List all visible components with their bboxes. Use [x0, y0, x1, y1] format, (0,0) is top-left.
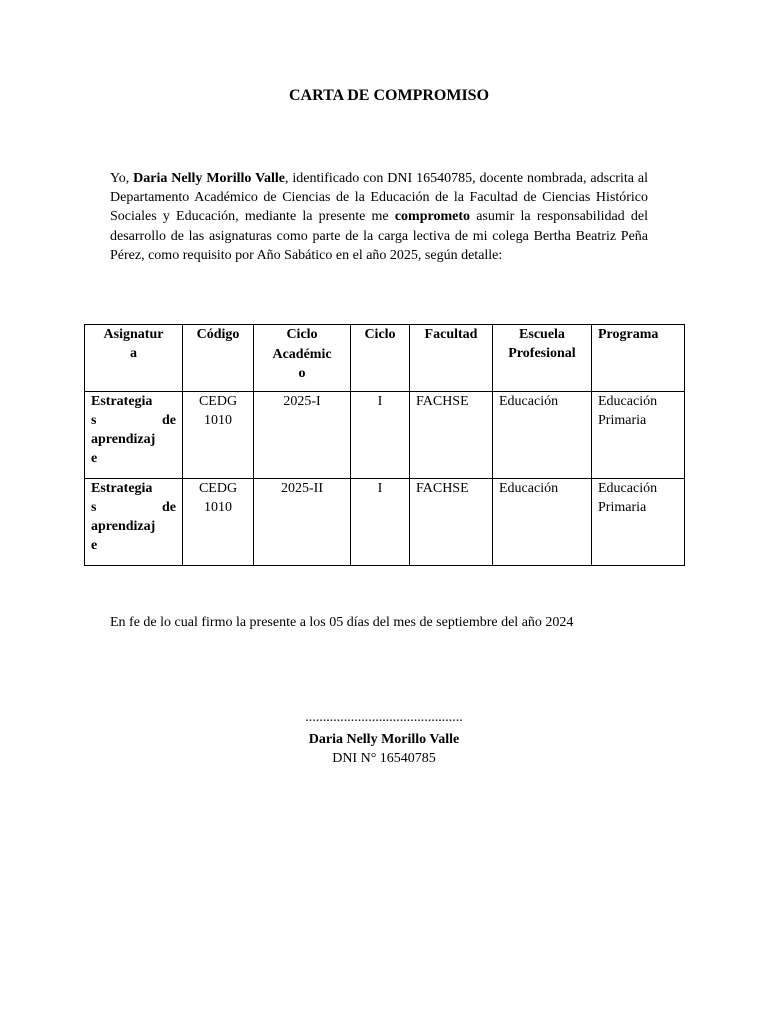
- cell-asignatura-line3: aprendizaj: [91, 432, 156, 447]
- header-asignatura: [85, 325, 183, 392]
- intro-lead: Yo,: [110, 171, 134, 186]
- subjects-table: [84, 324, 685, 566]
- cell-facultad: FACHSE: [410, 392, 493, 479]
- cell-codigo-line2: 1010: [204, 500, 232, 515]
- document-title: CARTA DE COMPROMISO: [288, 87, 490, 104]
- cell-codigo-line2: 1010: [204, 413, 232, 428]
- header-ciclo-academico: [254, 325, 351, 392]
- cell-asignatura-line3: aprendizaj: [91, 519, 156, 534]
- header-asignatura-line2: a: [130, 346, 137, 361]
- cell-asignatura: [85, 392, 183, 479]
- signatory-dni: DNI N° 16540785: [332, 751, 436, 766]
- cell-escuela: Educación: [493, 479, 592, 566]
- header-asignatura-line1: Asignatur: [103, 327, 164, 342]
- cell-codigo: [183, 479, 254, 566]
- cell-programa-line2: Primaria: [598, 413, 647, 428]
- intro-part3: asumir la responsabilidad del desarrollo de las asignaturas como parte de la carga lectiva de mi colega Bertha Beatriz Peña Pérez, como requisito por Año Sabático en el año 2025, según detalle:: [110, 209, 648, 263]
- header-facultad: Facultad: [410, 325, 493, 392]
- intro-commit-word: comprometo: [394, 209, 470, 225]
- header-codigo: Código: [183, 325, 254, 392]
- intro-paragraph: [110, 169, 648, 265]
- cell-asignatura-line2: [91, 411, 176, 430]
- cell-codigo-line1: CEDG: [198, 481, 238, 496]
- header-ciclo: Ciclo: [351, 325, 410, 392]
- cell-asignatura-line1: Estrategia: [91, 394, 153, 409]
- cell-programa-line2: Primaria: [598, 500, 647, 515]
- header-programa: Programa: [592, 325, 685, 392]
- header-escuela-line2: Profesional: [508, 346, 576, 361]
- header-ciclo-academico-line3: o: [298, 366, 306, 381]
- cell-ciclo: I: [351, 479, 410, 566]
- header-ciclo-academico-line1: Ciclo: [286, 327, 318, 342]
- signatory-name: Daria Nelly Morillo Valle: [308, 732, 460, 747]
- table-header-row: [85, 325, 685, 392]
- cell-asignatura-line2b: de: [162, 500, 176, 515]
- table-row: [85, 479, 685, 566]
- cell-facultad: FACHSE: [410, 479, 493, 566]
- cell-asignatura-line4: e: [91, 538, 98, 553]
- cell-asignatura-line2a: s: [91, 413, 97, 428]
- cell-codigo-line1: CEDG: [198, 394, 238, 409]
- cell-asignatura-line1: Estrategia: [91, 481, 153, 496]
- cell-programa: [592, 392, 685, 479]
- cell-programa-line1: Educación: [598, 394, 658, 409]
- closing-statement: En fe de lo cual firmo la presente a los 05 días del mes de septiembre del año 2024: [110, 615, 574, 630]
- intro-part2: , identificado con DNI 16540785, docente nombrada, adscrita al Departamento Académico de Ciencias de la Educación de la Facultad de Ciencias Histórico Sociales y Educación, mediante la presente me: [110, 171, 649, 225]
- cell-asignatura-line2a: s: [91, 500, 97, 515]
- cell-ciclo-academico: 2025-I: [254, 392, 351, 479]
- cell-programa: [592, 479, 685, 566]
- cell-ciclo: I: [351, 392, 410, 479]
- intro-name: Daria Nelly Morillo Valle: [133, 171, 285, 186]
- cell-asignatura-line2: [91, 498, 176, 517]
- cell-asignatura-line2b: de: [162, 413, 176, 428]
- cell-asignatura-line4: e: [91, 451, 98, 466]
- table-row: [85, 392, 685, 479]
- header-escuela-line1: Escuela: [519, 327, 565, 342]
- cell-codigo: [183, 392, 254, 479]
- cell-programa-line1: Educación: [598, 481, 658, 496]
- header-escuela: [493, 325, 592, 392]
- cell-asignatura: [85, 479, 183, 566]
- cell-ciclo-academico: 2025-II: [254, 479, 351, 566]
- signature-line: .............................................: [305, 710, 463, 725]
- cell-escuela: Educación: [493, 392, 592, 479]
- header-ciclo-academico-line2: Académic: [272, 346, 332, 362]
